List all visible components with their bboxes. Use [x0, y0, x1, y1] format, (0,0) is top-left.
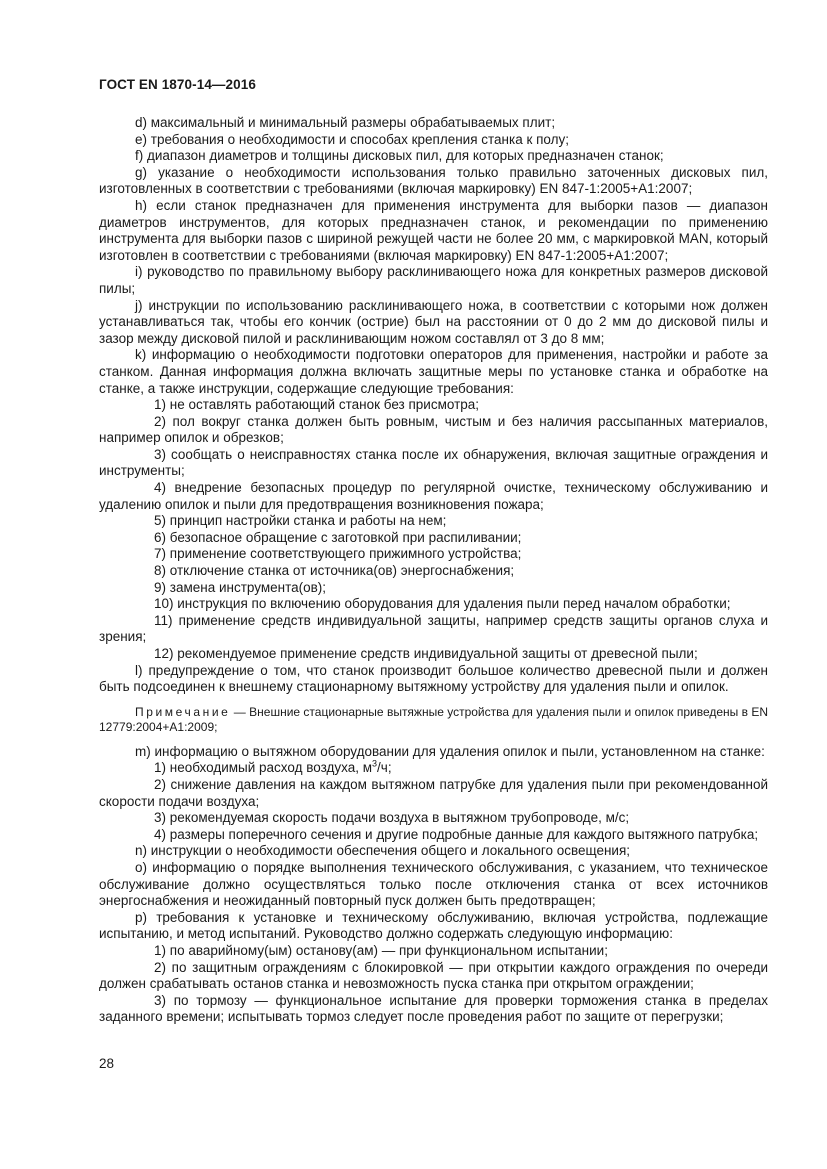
sub-item-p1: 1) по аварийному(ым) останову(ам) — при функциональном испытании; — [154, 942, 608, 958]
unit-rest: /ч; — [377, 760, 392, 776]
list-item-f: f) диапазон диаметров и толщины дисковых пил, для которых предназначен станок; — [135, 148, 664, 164]
note-label: Примечание — [135, 704, 231, 719]
sub-item-m2: 2) снижение давления на каждом вытяжном патрубке для удаления пыли при рекомендованной скорости подачи воздуха; — [99, 776, 768, 809]
sub-item-k10: 10) инструкция по включению оборудования для удаления пыли перед началом обработки; — [154, 596, 731, 612]
sub-item-m1-text: 1) необходимый расход воздуха, м — [154, 760, 373, 776]
sub-item-k9: 9) замена инструмента(ов); — [154, 579, 327, 595]
sub-item-k6: 6) безопасное обращение с заготовкой при распиливании; — [154, 529, 522, 545]
sub-item-k3: 3) сообщать о неисправностях станка после их обнаружения, включая защитные ограждения и инструменты; — [99, 446, 768, 479]
sub-item-k5: 5) принцип настройки станка и работы на нем; — [154, 513, 447, 529]
list-item-e: e) требования о необходимости и способах крепления станка к полу; — [135, 131, 570, 147]
list-item-k: k) информацию о необходимости подготовки операторов для применения, настройки и работе за станком. Данная информация должна включать защитные меры по установке станка и обработке на станке, а также инструкции, содержащие следующие требования: — [99, 347, 768, 396]
note — [99, 705, 768, 736]
list-item-d: d) максимальный и минимальный размеры обрабатываемых плит; — [135, 115, 556, 130]
sub-item-m1 — [99, 760, 768, 777]
page-header: ГОСТ EN 1870-14—2016 — [99, 77, 256, 92]
sub-item-k11: 11) применение средств индивидуальной защиты, например средств защиты органов слуха и зрения; — [99, 612, 768, 645]
sub-item-k4: 4) внедрение безопасных процедур по регулярной очистке, техническому обслуживанию и удалению опилок и пыли для предотвращения возникновения пожара; — [99, 480, 768, 512]
sub-item-k1: 1) не оставлять работающий станок без присмотра; — [154, 397, 480, 413]
list-item-j: j) инструкции по использованию расклинивающего ножа, в соответствии с которыми нож должен устанавливаться так, чтобы его кончик (острие) был на расстоянии от 0 до 2 мм до дисковой пилы и зазор между дисковой пилой и расклинивающим ножом составлял от 3 до 8 мм; — [99, 297, 768, 346]
list-item-h: h) если станок предназначен для применения инструмента для выборки пазов — диапазон диаметров инструментов, для которых предназначен станок, и рекомендации по применению инструмента для выборки пазов с шириной режущей части не более 20 мм, с маркировкой MAN, который изготовлен в соответствии с требованиями (включая маркировку) EN 847-1:2005+A1:2007; — [99, 197, 768, 263]
sub-item-m4: 4) размеры поперечного сечения и другие подробные данные для каждого вытяжного патрубка; — [154, 826, 759, 842]
list-item-m: m) информацию о вытяжном оборудовании для удаления опилок и пыли, установленном на станке: — [135, 743, 765, 759]
list-item-g: g) указание о необходимости использования только правильно заточенных дисковых пил, изготовленных в соответствии с требованиями (включая маркировку) EN 847-1:2005+A1:2007; — [99, 164, 768, 197]
sub-item-k8: 8) отключение станка от источника(ов) энергоснабжения; — [154, 563, 515, 579]
sub-item-k12: 12) рекомендуемое применение средств индивидуальной защиты от древесной пыли; — [154, 646, 698, 661]
document-body — [99, 115, 768, 1026]
sub-item-k7: 7) применение соответствующего прижимного устройства; — [154, 546, 522, 562]
sub-item-k2: 2) пол вокруг станка должен быть ровным, чистым и без наличия рассыпанных материалов, например опилок и обрезков; — [99, 413, 768, 446]
note-text: — Внешние стационарные вытяжные устройства для удаления пыли и опилок приведены в EN 12779:2004+A1:2009; — [99, 704, 768, 735]
sub-item-p2: 2) по защитным ограждениям с блокировкой — при открытии каждого ограждения по очереди должен срабатывать останов станка и невозможность пуска станка при открытом ограждении; — [99, 959, 768, 992]
sub-item-m3: 3) рекомендуемая скорость подачи воздуха в вытяжном трубопроводе, м/с; — [154, 810, 630, 826]
list-item-p: p) требования к установке и техническому обслуживанию, включая устройства, подлежащие испытанию, и метод испытаний. Руководство должно содержать следующую информацию: — [99, 909, 768, 942]
list-item-l: l) предупреждение о том, что станок производит большое количество древесной пыли и должен быть подсоединен к внешнему стационарному вытяжному устройству для удаления пыли и опилок. — [99, 662, 768, 695]
sub-item-p3: 3) по тормозу — функциональное испытание для проверки торможения станка в пределах заданного времени; испытывать тормоз следует после проведения работ по защите от перегрузки; — [99, 992, 768, 1025]
list-item-o: o) информацию о порядке выполнения технического обслуживания, с указанием, что техническое обслуживание должно осуществляться только после отключения станка от всех источников энергоснабжения и неожиданный повторный пуск должен быть предотвращен; — [99, 859, 768, 909]
list-item-i: i) руководство по правильному выбору расклинивающего ножа для конкретных размеров дисковой пилы; — [99, 264, 768, 296]
list-item-n: n) инструкции о необходимости обеспечения общего и локального освещения; — [135, 843, 631, 859]
page-number: 28 — [99, 1056, 115, 1071]
superscript: 3 — [372, 758, 378, 769]
